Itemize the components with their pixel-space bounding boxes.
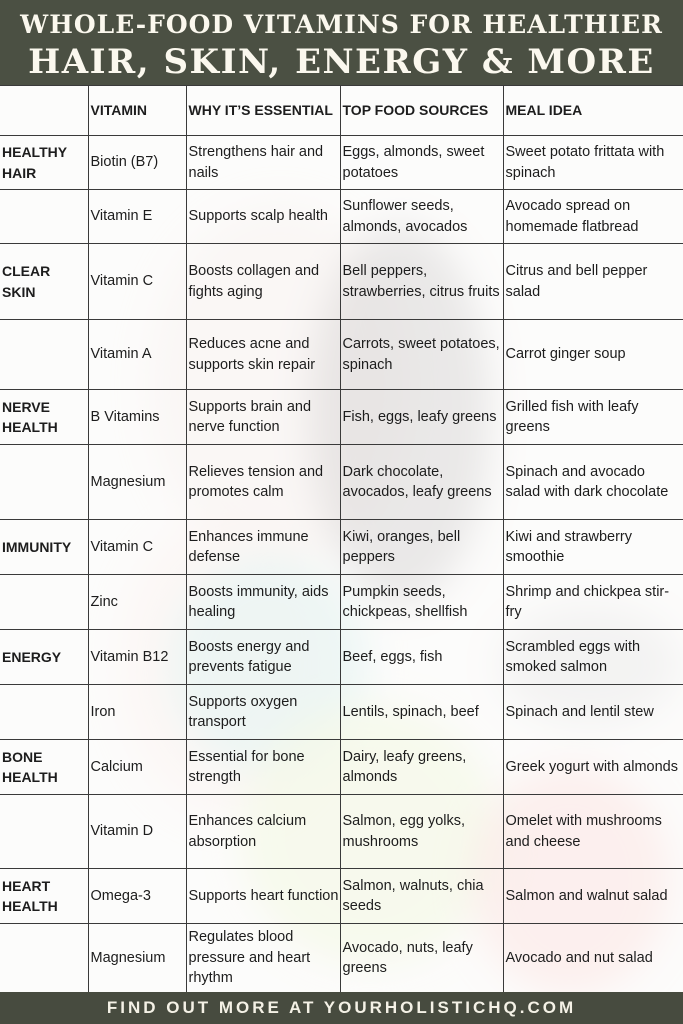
sources-cell: Salmon, egg yolks, mushrooms bbox=[340, 795, 503, 869]
sources-cell: Kiwi, oranges, bell peppers bbox=[340, 520, 503, 575]
title-line-2: HAIR, SKIN, ENERGY & MORE bbox=[28, 42, 655, 82]
category-cell: CLEAR SKIN bbox=[0, 244, 88, 320]
vitamin-cell: Magnesium bbox=[88, 924, 186, 993]
meal-cell: Sweet potato frittata with spinach bbox=[503, 136, 683, 190]
table-row bbox=[0, 244, 683, 320]
title-banner bbox=[0, 0, 683, 85]
vitamin-cell: Magnesium bbox=[88, 445, 186, 520]
footer-link-text[interactable]: FIND OUT MORE AT YOURHOLISTICHQ.COM bbox=[106, 998, 577, 1017]
sources-cell: Bell peppers, strawberries, citrus fruits bbox=[340, 244, 503, 320]
meal-cell: Grilled fish with leafy greens bbox=[503, 390, 683, 445]
sources-cell: Beef, eggs, fish bbox=[340, 630, 503, 685]
column-header-vitamin: VITAMIN bbox=[88, 86, 186, 136]
sources-cell: Dark chocolate, avocados, leafy greens bbox=[340, 445, 503, 520]
table-row bbox=[0, 445, 683, 520]
table-row bbox=[0, 520, 683, 575]
sources-cell: Dairy, leafy greens, almonds bbox=[340, 740, 503, 795]
table-row bbox=[0, 320, 683, 390]
table-header-row bbox=[0, 86, 683, 136]
why-cell: Enhances immune defense bbox=[186, 520, 340, 575]
sources-cell: Pumpkin seeds, chickpeas, shellfish bbox=[340, 575, 503, 630]
sources-cell: Carrots, sweet potatoes, spinach bbox=[340, 320, 503, 390]
category-cell: BONE HEALTH bbox=[0, 740, 88, 795]
meal-cell: Carrot ginger soup bbox=[503, 320, 683, 390]
why-cell: Relieves tension and promotes calm bbox=[186, 445, 340, 520]
vitamin-cell: Vitamin D bbox=[88, 795, 186, 869]
vitamin-cell: Zinc bbox=[88, 575, 186, 630]
why-cell: Supports heart function bbox=[186, 869, 340, 924]
why-cell: Boosts energy and prevents fatigue bbox=[186, 630, 340, 685]
vitamin-cell: Omega-3 bbox=[88, 869, 186, 924]
why-cell: Regulates blood pressure and heart rhythm bbox=[186, 924, 340, 993]
sources-cell: Fish, eggs, leafy greens bbox=[340, 390, 503, 445]
vitamin-cell: Vitamin A bbox=[88, 320, 186, 390]
vitamin-cell: Biotin (B7) bbox=[88, 136, 186, 190]
table-row bbox=[0, 136, 683, 190]
meal-cell: Citrus and bell pepper salad bbox=[503, 244, 683, 320]
meal-cell: Omelet with mushrooms and cheese bbox=[503, 795, 683, 869]
sources-cell: Sunflower seeds, almonds, avocados bbox=[340, 190, 503, 244]
meal-cell: Spinach and lentil stew bbox=[503, 685, 683, 740]
vitamin-cell: Calcium bbox=[88, 740, 186, 795]
table-row bbox=[0, 575, 683, 630]
column-header-category bbox=[0, 86, 88, 136]
vitamin-cell: Vitamin C bbox=[88, 244, 186, 320]
meal-cell: Greek yogurt with almonds bbox=[503, 740, 683, 795]
why-cell: Reduces acne and supports skin repair bbox=[186, 320, 340, 390]
vitamin-cell: B Vitamins bbox=[88, 390, 186, 445]
category-cell: HEALTHY HAIR bbox=[0, 136, 88, 190]
vitamin-cell: Vitamin C bbox=[88, 520, 186, 575]
category-cell bbox=[0, 685, 88, 740]
category-cell bbox=[0, 924, 88, 993]
table-row bbox=[0, 869, 683, 924]
sources-cell: Salmon, walnuts, chia seeds bbox=[340, 869, 503, 924]
why-cell: Strengthens hair and nails bbox=[186, 136, 340, 190]
meal-cell: Avocado spread on homemade flatbread bbox=[503, 190, 683, 244]
why-cell: Supports scalp health bbox=[186, 190, 340, 244]
why-cell: Supports oxygen transport bbox=[186, 685, 340, 740]
vitamin-cell: Vitamin B12 bbox=[88, 630, 186, 685]
why-cell: Boosts collagen and fights aging bbox=[186, 244, 340, 320]
why-cell: Boosts immunity, aids healing bbox=[186, 575, 340, 630]
category-cell: IMMUNITY bbox=[0, 520, 88, 575]
category-cell: NERVE HEALTH bbox=[0, 390, 88, 445]
table-row bbox=[0, 685, 683, 740]
why-cell: Enhances calcium absorption bbox=[186, 795, 340, 869]
title-line-1: WHOLE-FOOD VITAMINS FOR HEALTHIER bbox=[20, 10, 663, 39]
category-cell bbox=[0, 445, 88, 520]
category-cell: HEART HEALTH bbox=[0, 869, 88, 924]
vitamin-cell: Vitamin E bbox=[88, 190, 186, 244]
category-cell bbox=[0, 190, 88, 244]
meal-cell: Avocado and nut salad bbox=[503, 924, 683, 993]
meal-cell: Salmon and walnut salad bbox=[503, 869, 683, 924]
sources-cell: Eggs, almonds, sweet potatoes bbox=[340, 136, 503, 190]
table-row bbox=[0, 630, 683, 685]
vitamin-cell: Iron bbox=[88, 685, 186, 740]
table-row bbox=[0, 190, 683, 244]
why-cell: Essential for bone strength bbox=[186, 740, 340, 795]
sources-cell: Avocado, nuts, leafy greens bbox=[340, 924, 503, 993]
meal-cell: Spinach and avocado salad with dark chocolate bbox=[503, 445, 683, 520]
table-row bbox=[0, 740, 683, 795]
category-cell: ENERGY bbox=[0, 630, 88, 685]
meal-cell: Shrimp and chickpea stir-fry bbox=[503, 575, 683, 630]
column-header-sources: TOP FOOD SOURCES bbox=[340, 86, 503, 136]
vitamins-table bbox=[0, 85, 683, 993]
category-cell bbox=[0, 320, 88, 390]
column-header-meal: MEAL IDEA bbox=[503, 86, 683, 136]
why-cell: Supports brain and nerve function bbox=[186, 390, 340, 445]
footer-banner bbox=[0, 992, 683, 1024]
table-row bbox=[0, 390, 683, 445]
table-row bbox=[0, 924, 683, 993]
category-cell bbox=[0, 575, 88, 630]
table-row bbox=[0, 795, 683, 869]
meal-cell: Kiwi and strawberry smoothie bbox=[503, 520, 683, 575]
column-header-why: WHY IT’S ESSENTIAL bbox=[186, 86, 340, 136]
sources-cell: Lentils, spinach, beef bbox=[340, 685, 503, 740]
category-cell bbox=[0, 795, 88, 869]
meal-cell: Scrambled eggs with smoked salmon bbox=[503, 630, 683, 685]
